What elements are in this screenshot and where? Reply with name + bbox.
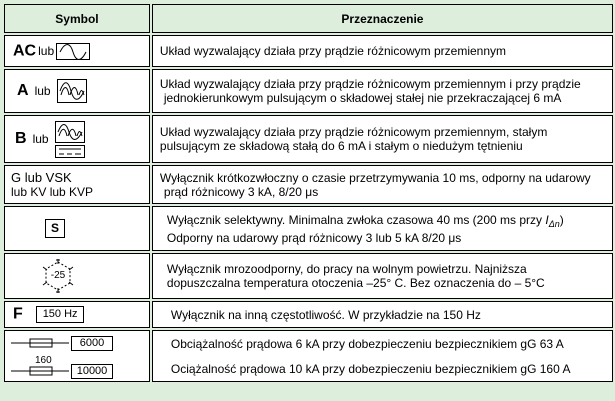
lub-text: lub xyxy=(34,84,51,98)
description-cell xyxy=(152,301,613,328)
symbol-cell xyxy=(4,115,150,163)
table-header-row xyxy=(4,4,613,33)
description-cell xyxy=(152,330,613,382)
breaking-capacity-box: 6000 xyxy=(71,336,113,351)
description-text: Odporny na udarowy prąd różnicowy 3 lub 5 kA 8/20 μs xyxy=(166,230,462,245)
description-cell xyxy=(152,206,613,251)
sine-pulsating-wave-icon xyxy=(55,121,85,143)
description-cell xyxy=(152,35,613,67)
description-text: Układ wyzwalający działa przy prądzie różnicowym przemiennym xyxy=(159,44,507,58)
symbol-code: F xyxy=(13,305,23,323)
description-text: jednokierunkowym pulsującym o składowej stałej nie przekraczającej 6 mA xyxy=(163,91,562,105)
frequency-symbol-box: 150 Hz xyxy=(36,306,84,323)
description-text: Wyłącznik na inną częstotliwość. W przykładzie na 150 Hz xyxy=(170,307,481,322)
description-cell xyxy=(152,253,613,299)
table-row xyxy=(4,330,613,382)
symbol-cell xyxy=(4,206,150,251)
header-purpose: Przeznaczenie xyxy=(152,4,613,33)
description-cell xyxy=(152,69,613,113)
table-row xyxy=(4,35,613,67)
symbol-code: B xyxy=(15,130,27,147)
symbol-code: AC xyxy=(13,42,37,59)
description-text: dopuszczalna temperatura otoczenia –25° C. Bez oznaczenia do – 5°C xyxy=(166,276,545,290)
table-row xyxy=(4,69,613,113)
dc-icon xyxy=(55,145,85,158)
symbol-code-line: lub KV lub KVP xyxy=(11,184,94,199)
lub-text: lub xyxy=(38,44,55,58)
description-text: Układ wyzwalający działa przy prądzie różnicowym przemiennym i przy prądzie xyxy=(159,77,581,91)
selective-symbol-box: S xyxy=(45,219,65,238)
breaking-capacity-box: 10000 xyxy=(71,364,113,379)
description-text: pulsującym ze składową stałą do 6 mA i stałym o niedużym tętnieniu xyxy=(159,139,523,153)
header-symbol: Symbol xyxy=(4,4,150,33)
rcd-symbol-table xyxy=(2,2,615,384)
table-row xyxy=(4,301,613,328)
symbol-cell xyxy=(4,35,150,67)
description-text: prąd różnicowy 3 kA, 8/20 μs xyxy=(163,184,319,199)
sine-wave-icon xyxy=(56,43,90,60)
description-text: Ociążalność prądowa 10 kA przy dobezpieczeniu bezpiecznikiem gG 160 A xyxy=(170,361,571,376)
sine-pulsating-wave-icon xyxy=(57,79,87,103)
fuse-rating-label: 160 xyxy=(35,355,52,366)
lub-text: lub xyxy=(32,132,49,146)
description-cell xyxy=(152,165,613,204)
fuse-rating-symbol-10000 xyxy=(9,356,114,380)
symbol-cell xyxy=(4,69,150,113)
symbol-code-line: G lub VSK xyxy=(11,169,72,185)
symbol-cell xyxy=(4,330,150,382)
symbol-cell xyxy=(4,301,150,328)
table-row xyxy=(4,165,613,204)
table-row xyxy=(4,115,613,163)
description-text-part: ) xyxy=(559,212,564,227)
table-row xyxy=(4,206,613,251)
description-text: Wyłącznik mrozoodporny, do pracy na wolnym powietrzu. Najniższa xyxy=(166,262,527,276)
description-cell xyxy=(152,115,613,163)
symbol-code: A xyxy=(17,82,29,99)
symbol-cell xyxy=(4,253,150,299)
sine-pulsating-dc-icon xyxy=(55,121,85,158)
table-row xyxy=(4,253,613,299)
description-text-part: Wyłącznik selektywny. Minimalna zwłoka czasowa 40 ms (200 ms przy xyxy=(166,212,546,227)
current-subscript: Δn xyxy=(548,218,560,229)
description-text xyxy=(167,213,612,231)
fuse-rating-symbol-6000 xyxy=(9,332,114,354)
description-text: Obciążalność prądowa 6 kA przy dobezpieczeniu bezpiecznikiem gG 63 A xyxy=(170,336,564,351)
current-symbol: I xyxy=(545,212,549,227)
symbol-cell xyxy=(4,165,150,204)
frost-temperature-value: -25 xyxy=(50,270,66,281)
description-text: Wyłącznik krótkozwłoczny o czasie przetrzymywania 10 ms, odporny na udarowy xyxy=(159,170,591,185)
frost-temperature-icon xyxy=(41,259,75,293)
description-text: Układ wyzwalający działa przy prądzie różnicowym przemiennym, stałym xyxy=(159,125,548,139)
